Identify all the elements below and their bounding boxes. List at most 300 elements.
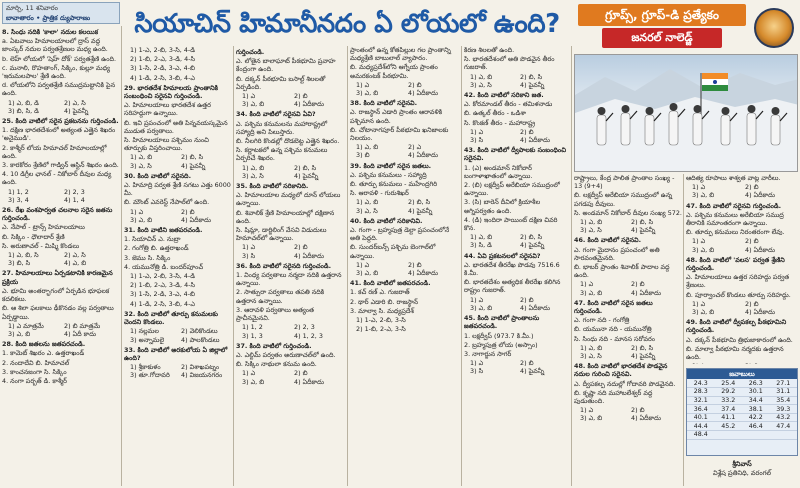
statement-text: బి. ఆ శిలా ఫలకాలు ఢీకొనడం వల్ల పర్వతాలు ఏర్పడ్డాయి. [2,304,114,321]
option-text: 2) ఎ, సి [64,251,86,260]
statement-text: 1. కచ్ రణ్ ఎ. గుజరాత్ [350,288,410,297]
statement-text: ఎ. భారతదేశ తీరరేఖ పొడవు 7516.6 కి.మీ. [464,260,560,278]
statement-text: d. లోయలోని పర్వతశ్రేణి సముద్రమట్టానికి పైన ఉంది. [2,81,116,98]
question-text: 38. కింది వాటిలో సరైనవి. [350,99,418,108]
answer-options [2,251,120,259]
option-text: 2) బి [408,260,422,269]
option-text: 1) ఎ, బి [580,218,603,227]
statement-text: బి. పూర్వాంచల్ కొండలు తూర్పు సరిహద్దు. [686,290,791,299]
statement-text: కిరణ శిలలతో ఉంది. [464,46,515,54]
question-text: 41. కింది వాటిలో జతపరచండి. [350,279,431,288]
statement-text: బి. ఉత్కల్ తీరం - ఒడిశా [464,109,526,118]
answer-options [236,172,346,180]
option-text: 1) ఎ, బి, సి [8,251,39,260]
statement-text: 2. (బి) లక్షద్వీప్ అరేబియా సముద్రంలో ఉన్నాయి. [464,181,560,198]
option-text: 1) ఎ [470,295,484,304]
statement-text: 3. జెము సి. సిక్కిం [124,253,171,262]
question-text: 39. కింది వాటిలో సరైన జతలు. [350,161,432,170]
statement-text: సి. అరుణాచల్ - మిష్మి కొండలు [2,241,80,250]
answer-options [350,89,460,97]
statement-text: 3. కాంచనజంగా సి. సిక్కిం [2,367,67,376]
answer-options [464,73,570,81]
answer-options [464,296,570,304]
column-divider [571,46,572,486]
answer-options [236,252,346,260]
option-text: 1) ఎ [242,369,256,378]
answer-options [464,241,570,249]
question-text: 26. రేఖ వంశపార్వత చలనాల సరైన జతను గుర్తించండి. [2,206,113,223]
text-column-4 [350,46,460,486]
option-text: 4) ఏదీకాదు [181,215,211,224]
option-text: 3) ఎ, సి [580,226,602,235]
option-text: 2) బి, సి [631,343,654,352]
question-text: 30. కింది వాటిలో సరైనది. [124,171,191,180]
answer-options [236,332,346,340]
answer-options [464,136,570,144]
option-text: 1) 1, 2 [8,187,29,196]
option-text: 4) ఏదీకాదు [745,245,775,254]
option-text: 2) బి [294,369,308,378]
option-text: 3) ఎ, బి [356,89,379,98]
statement-text: బి. ఇవి ప్రపంచంలో అతి పిన్నవయస్కమైన ముడుత పర్వతాలు. [124,118,228,135]
answer-options [350,143,460,151]
statement-text: ఎ. ఎల్టిమ్ పర్వతం అరుణాచల్‌లో ఉంది. [236,350,336,359]
answer-cell: 31.1 [770,388,798,397]
answer-cell: 48.4 [687,431,715,440]
answer-options [236,164,346,172]
question-text: 47. కింది వాటిలో సరైన జతలు గుర్తించండి. [574,298,653,316]
statement-text: ఎ. ద్వీపకల్ప నదుల్లో గోదావరి పొడవైనది. [574,379,676,388]
answer-options [124,363,232,371]
answer-cell [742,431,770,440]
option-text: 4) 1-డి, 2-సి, 3-బి, 4-ఎ [130,299,195,308]
statement-text: 3. మాల్వా సి. మధ్యప్రదేశ్ [350,306,414,315]
statement-text: ఎ. గంగా - బ్రహ్మపుత్ర డెల్టా ప్రపంచంలోనే అతి పెద్దది. [350,226,450,243]
option-text: 1) ఎ [692,183,706,192]
option-text: 1) ఎ, బి [130,153,153,162]
answer-options [2,259,120,267]
option-text: 2) 2, 3 [64,187,85,196]
statement-text: 1. (ఎ) అండమాన్ నికోబార్ బంగాళాఖాతంలో ఉన్నాయి. [464,163,533,180]
statement-text: ఎ. దక్కన్ పీఠభూమి త్రిభుజాకారంలో ఉంది. [686,335,793,344]
column-divider [683,174,684,486]
statement-text: ఎ. హిమాలయాలు ఉత్తర సరిహద్దు పర్వత శ్రేణులు. [686,273,790,290]
statement-text: ఎ. హిమాలయాల మధ్యలో దూన్ లోయలు ఉన్నాయి. [236,191,341,208]
statement-text: 2. థార్ ఎడారి బి. రాజస్థాన్ [350,297,418,306]
statement-text: ఆదిత్య రూపాలు శాశ్వత వాట్ల వారీలు. [686,174,781,182]
option-text: 4) ఏదీకాదు [408,269,438,278]
answer-options [2,188,120,196]
statement-text: 1. దక్షిణ భారతదేశంలో అత్యంత ఎత్తైన శిఖరం 'అనైముడి'. [2,126,116,143]
option-text: 3) ఎ, బి [692,245,715,254]
option-text: 1) ఎ [470,359,484,368]
option-text: 3) ఎ, సి [130,161,152,170]
answer-cell: 47.4 [770,422,798,431]
option-text: 2) బి, సి [520,72,543,81]
option-text: 4) ఏదీకాదు [631,414,661,423]
question-text: 32. కింది వాటిలో తూర్పు కనుమలకు చెందని కొండలు. [124,309,218,327]
option-text: 2) బి [520,359,534,368]
answer-options [2,107,120,115]
option-text: 2) బి [520,127,534,136]
option-text: 2) బి [520,295,534,304]
option-text: 1) ఎ [130,207,144,216]
option-text: 1) ఎ, బి [356,198,379,207]
option-text: 1) 1-ఎ, 2-బి, 3-సి, 4-డి [130,46,195,54]
answer-cell: 32.1 [687,396,715,405]
question-text: 25. కింది వాటిలో సరైన ప్రకటనను గుర్తించండి. [2,117,119,126]
option-text: 1) ఎ, బి [470,233,493,242]
statement-text: a. ఏటవాలు హిమాలయాలలో ద్రాస్ వద్ద జాంస్కర్ నదుల పర్వతశ్రేణుల మధ్య ఉంది. [2,37,108,54]
answer-options [124,327,232,335]
answer-cell: 38.1 [742,405,770,414]
column-divider [233,46,234,486]
option-text: 3) 1-సి, 2-డి, 3-ఎ, 4-బి [130,64,195,73]
answer-row [687,379,797,388]
option-text: 3) ఎ, బి [580,288,603,297]
answer-options [236,92,346,100]
answer-cell: 42.2 [742,413,770,422]
statement-text: ప్రాంతంలో ఉన్న కోతపిల్లుల గల ప్రాంతాన్ని మధ్యశ్రేణి బాబులాల్ వ్యాపారం. [350,46,451,63]
option-text: 2) బి [631,406,645,415]
answer-options [574,218,682,226]
statement-text: సి. హిమాలయాలు పశ్చిమం నుంచి తూర్పుకు విస్తరించాయి. [124,136,209,153]
option-text: 2) బి [181,207,195,216]
option-text: 4) పైవన్నీ [408,206,433,215]
question-text: 45. కింది వాటిలో ప్రాంతాలను జతపరచండి. [464,314,540,331]
answer-cell: 28.3 [687,388,715,397]
statement-text: 1. కామెట్ శిఖరం ఎ. ఉత్తరాఖండ్ [2,349,85,358]
option-text: 4) ఏదీ కాదు [64,329,96,338]
question-text: 28. కింది జతలను జతపరచండి. [2,340,86,349]
answer-cell: 27.1 [770,379,798,388]
option-text: 3) సి, డి [470,241,492,250]
answer-options [124,336,232,344]
text-column-1 [2,26,120,486]
option-text: 4) ఏదీకాదు [745,191,775,200]
option-text: 2) బి [408,80,422,89]
statement-text: సి. ఆరావళి - గురుశిఖర్ [350,189,409,198]
option-text: 3) ఎ, బి [692,191,715,200]
statement-text: ఎ. పశ్చిమ కనుమలు - సహ్యాద్రి [350,170,427,179]
option-text: 3) అన్నామలై [130,335,164,344]
answer-options [464,359,570,367]
option-text: 4) ఏదీకాదు [408,151,438,160]
answer-options [686,183,798,191]
option-text: 3) బి, సి, డి [8,106,39,115]
question-text: 46. కింది వాటిలో సరైనవి. [574,236,642,245]
text-column-6 [574,174,682,486]
statement-text: 4. నంగా పర్బత్ డి. కాశ్మీర్ [2,376,67,385]
statement-text: సి. భారతదేశంలో అతి పొడవైన తీరం గుజరాత్. [464,55,555,72]
statement-text: సి. సింధు నది - మానస సరోవరం [574,334,656,343]
option-text: 4) ఏదీకాదు [294,100,324,109]
issue-date: మార్చి, 11 శనివారం [6,4,58,12]
answer-cell: 30.1 [742,388,770,397]
question-text: 49. కింది వాటిలో ద్వీపకల్ప పీఠభూమిని గుర్తించండి. [686,318,787,335]
option-text: 1) 1-ఎ, 2-బి, 3-సి, 4-డి [130,272,195,281]
answer-options [236,323,346,331]
answer-options [686,191,798,199]
answer-cell: 36.4 [687,405,715,414]
option-text: 2) బి, సి [408,198,431,207]
option-text: 4) పైవన్నీ [520,80,545,89]
option-text: 3) ఎ, బి [242,377,265,386]
question-text: 40. కింది వాటిలో సరికానివి. [350,216,423,225]
option-text: 1) ఎ [692,237,706,246]
option-text: 4) విజయనగరం [181,371,223,380]
answer-options [236,100,346,108]
question-text: 48. కింది వాటిలో 'వలస' పర్వత శ్రేణిని గుర్తించండి. [686,255,785,273]
photo-illustration [575,55,798,172]
statement-text: బి. నీలగిరి కొండల్లో దొడబెట్ట ఎత్తైన శిఖరం. [236,137,340,146]
statement-text: బి. మధ్యప్రదేశ్‌లోని ఆగ్నేయ ప్రాంతం అమరకంటక్ పీఠభూమి. [350,63,438,80]
question-text: 37. కింది వాటిలో గుర్తించండి. [236,341,312,350]
answer-options [236,369,346,377]
option-text: 3) ఎ, బి [130,215,153,224]
option-text: 2) బి [631,280,645,289]
statement-text: ఎ. గంగా నది - గంగోత్రి [574,316,630,325]
page-headline: సియాచిన్ హిమానీనదం ఏ లోయలో ఉంది? [134,9,560,39]
option-text: 1) ఎ, బి [580,343,603,352]
answer-options [350,261,460,269]
option-text: 2) బి, సి [181,153,204,162]
option-text: 2) బి [745,183,759,192]
option-text: 3) 3, 4 [8,195,29,204]
option-text: 3) ఎ, బి [692,308,715,317]
option-text: 2) బి [294,92,308,101]
answer-row [687,422,797,431]
answer-options [686,237,798,245]
option-text: 2) బి, సి [294,163,317,172]
answer-options [350,198,460,206]
answer-options [350,269,460,277]
statement-text: బి. దక్కన్ పీఠభూమి బసాల్ట్ శిలలతో ఏర్పడింది. [236,74,326,91]
statement-text: బి. యమునా నది - యమునోత్రి [574,325,652,334]
statement-text: ఎ. రాజస్థాన్ ఎడారి ప్రాంతం ఆరావళికి పశ్చిమాన ఉంది. [350,108,443,125]
answer-row [687,431,797,440]
answer-options [124,371,232,379]
option-text: 3) ఎ, బి [580,414,603,423]
option-text: 4) 1, 2, 3 [294,331,323,340]
option-text: 3) ఎ, బి [470,303,493,312]
answer-options [464,128,570,136]
answer-cell: 44.4 [687,422,715,431]
option-text: 2) 1-బి, 2-ఎ, 3-డి, 4-సి [130,55,195,64]
answer-options [574,289,682,297]
option-text: 1) 1, 2 [242,323,263,332]
statement-text: ఎ. లోతైన బాలాఘాట్ పీఠభూమి ప్రవాహ కేంద్రంగా ఉంది. [236,57,336,74]
option-text: 1) ఎ [242,92,256,101]
option-text: 2) 2, 3 [294,323,315,332]
column-divider [461,46,462,486]
option-text: 2) ఎ [408,143,422,152]
answer-options [124,162,232,170]
statement-text: 1. వింధ్య పర్వతాలు నర్మదా నదికి ఉత్తరాన ఉన్నాయి. [236,271,342,288]
option-text: 2) బి మాత్రమే [64,321,101,330]
option-text: 4) పైవన్నీ [181,161,206,170]
statement-text: బి. భాబర్ ప్రాంతం శివాలిక్ పాదాల వద్ద ఉంది. [574,263,670,280]
answer-cell: 43.2 [770,413,798,422]
statement-text: బి. సిక్కిం నాథులా కనుమ ఉంది. [236,360,317,369]
option-text: 3) 1, 3 [242,331,263,340]
option-text: 3) బి [356,151,370,160]
answer-key-box [686,368,798,456]
option-text: 1) ఎ [692,299,706,308]
option-text: 2) వెలికొండలు [181,327,218,336]
answer-cell: 37.4 [715,405,743,414]
question-text: గుర్తించండి. [236,48,265,56]
option-text: 4) ఏదీకాదు [408,89,438,98]
answer-options [464,304,570,312]
author-name: శ్రీనివాస్ [732,460,752,468]
statement-text: బి. శివాలిక్ శ్రేణి హిమాలయాల్లో దక్షిణాన ఉంది. [236,208,335,225]
option-text: 3) ఎ, బి [356,269,379,278]
answer-options [2,330,120,338]
answer-options [464,233,570,241]
option-text: 3) ఎ, బి [242,100,265,109]
answer-options [464,367,570,375]
answer-cell [715,431,743,440]
option-text: 4) పాలకొండలు [181,335,220,344]
statement-text: సి. అండమాన్ నికోబార్ దీవుల సంఖ్య 572. [574,208,682,217]
answer-cell: 25.4 [715,379,743,388]
option-text: 3) ఎ, సి [580,352,602,361]
option-text: 3) సి [470,367,484,376]
answer-row [687,396,797,405]
statement-text: 2. గంగోత్రి బి. ఉత్తరాఖండ్ [124,244,189,253]
statement-text: బి. తూర్పు కనుమలు - మహేంద్రగిరి [350,180,438,189]
option-text: 4) ఏదీకాదు [520,136,550,145]
question-text: 8. సింధు నదికి 'కాలా' నదుల కలయిక [2,28,99,36]
text-column-2 [124,46,232,486]
answer-row [687,405,797,414]
answer-cell: 24.3 [687,379,715,388]
option-text: 4) ఏదీకాదు [520,303,550,312]
option-text: 1) ఎ, బి [356,143,379,152]
statement-text: ఎ. హిమాద్రి పర్వత శ్రేణి సగటు ఎత్తు 6000 మీ. [124,181,231,198]
answer-options [124,216,232,224]
answer-options [350,81,460,89]
answer-cell: 26.3 [742,379,770,388]
option-text: 2) బి, సి [631,218,654,227]
option-text: 4) ఏదీకాదు [745,308,775,317]
section-banner [574,2,798,52]
question-text: 35. కింది వాటిలో సరికానిది. [236,182,309,191]
statement-text: ఎ. హిమాలయాలు భారతదేశ ఉత్తర సరిహద్దుగా ఉన్నాయి. [124,101,211,118]
statement-text: బి. భారతదేశం అత్యధిక తీరరేఖ కలిగిన రాష్ట్రం గుజరాత్. [464,278,561,295]
option-text: 3) 1-సి, 2-డి, 3-ఎ, 4-బి [130,290,195,299]
statement-text: బి. సుందర్‌బన్స్ పశ్చిమ బెంగాల్‌లో ఉన్నాయి. [350,243,436,260]
text-column-7 [686,174,798,364]
option-text: 2) బి [294,243,308,252]
answer-options [124,153,232,161]
option-text: 1) ఎ [242,243,256,252]
statement-text: 4. యమునోత్రి డి. బందర్‌పూంచ్ [124,262,204,271]
statement-text: బి. చోటానాగపూర్ పీఠభూమి ఖనిజాలకు నిలయం. [350,125,449,143]
option-text: 1) ఎ, బి, డి [8,98,39,107]
answer-options [574,414,682,422]
emblem-icon [754,8,794,48]
answer-options [2,99,120,107]
answer-key-table [687,379,797,440]
statement-text: బి. కృష్ణా నది మహాబలేశ్వర్ వద్ద పుడుతుంది. [574,388,653,406]
answer-cell: 45.2 [715,422,743,431]
option-text: 2) 1-బి, 2-ఎ, 3-డి, 4-సి [130,281,195,290]
statement-text: రాష్ట్రాలు, కేంద్ర పాలిత ప్రాంతాల సంఖ్య - 13 (9+4) [574,174,675,191]
statement-text: 3. నాగార్జున సాగర్ [464,349,512,358]
option-text: 1) శ్రీకాకుళం [130,363,161,372]
option-text [745,362,798,364]
banner-title: గ్రూప్స్, గ్రూప్-డి ప్రత్యేకం [578,4,746,26]
answer-cell: 41.1 [715,413,743,422]
statement-text: 4. (డి) ఇందిరా పాయింట్ దక్షిణ చివరి కొన. [464,215,558,233]
question-text: 34. కింది వాటిలో సరైనవి ఏవి? [236,110,316,119]
answer-options [574,280,682,288]
question-text: 29. భారతదేశ హిమాలయ ప్రాంతానికి సంబంధించి సరైనవి గుర్తించండి. [124,83,218,101]
option-text: 2) బి [745,299,759,308]
option-text: 1) ఎ [470,127,484,136]
answer-options [574,226,682,234]
answer-options [574,352,682,360]
answer-options [350,207,460,215]
statement-text: ఎ. కోరమాండల్ తీరం - తమిళనాడు [464,100,553,109]
statement-text: సి. షిమ్లా, డార్జిలింగ్ వేసవి విడుదులు హిమాచల్‌లో ఉన్నాయి. [236,226,327,243]
statement-text: 2. సాత్పురా పర్వతాలు తపతి నదికి ఉత్తరాన ఉన్నాయి. [236,288,325,305]
option-text: 4) ఏదీకాదు [631,288,661,297]
option-text: 4) ఏదీకాదు [294,377,324,386]
option-text: 3) బి, సి [8,259,31,268]
statement-text: 3. (సి) బారెన్ దీవిలో క్రియాశీల అగ్నిపర్వతం ఉంది. [464,198,541,215]
option-text: 4) పైవన్నీ [631,352,656,361]
option-text: 1) ఎ మాత్రమే [8,321,44,330]
option-text: 1) ఎ, బి [242,163,265,172]
option-text: 4) పైవన్నీ [520,367,545,376]
option-text: 1) 1-ఎ, 2-బి, 3-సి [356,316,406,325]
answer-cell: 34.4 [742,396,770,405]
statement-text: ఎ. పశ్చిమ కనుమలు అరేబియా సముద్ర తీరానికి సమాంతరంగా ఉన్నాయి. [686,210,784,228]
option-text: 4) ఎ, బి [64,259,87,268]
answer-options [2,196,120,204]
option-text: 3) ఎ, సి [470,80,492,89]
option-text: 2) ఎ, సి [64,98,86,107]
option-text: 1) ఎ [580,280,594,289]
statement-text: 4. 10 డిగ్రీల ఛానల్ - నికోబార్ దీవుల మధ్య ఉంది. [2,170,112,187]
date-strip [2,2,120,24]
option-text: 2) విశాఖపట్నం [181,363,220,372]
option-text: 3) తూ.గోదావరి [130,371,170,380]
answer-cell [770,431,798,440]
statement-text: బి. లక్షద్వీప్ అరేబియా సముద్రంలో ఉన్న పగడపు దీవులు. [574,191,673,208]
question-text: 44. ఏవి ప్రకటనలలో సరైనవి? [464,251,541,260]
banner-subtitle: జనరల్ నాలెడ్జ్ [602,28,722,48]
question-text: 43. కింది వాటిలో ద్వీపాలకు సంబంధించి సరైనవి. [464,146,566,163]
statement-text: 3. ఆరావళి పర్వతాలు అత్యంత ప్రాచీనమైనవి. [236,305,314,323]
option-text: 1) ఎ [580,406,594,415]
question-text: 42. కింది వాటిలో సరికాని జత. [464,91,544,100]
statement-text: బి. సిక్కిం - ధౌలాదార్ శ్రేణి [2,232,65,241]
option-text: 3) ఎ, సి [356,206,378,215]
statement-text: ఎ. నేపాల్ - ట్రాన్స్ హిమాలయాలు [2,223,85,232]
answer-options [350,151,460,159]
author-role: విశ్లేష ప్రతినిధి, వరంగల్ [712,469,772,477]
option-text: 1) ఎ, బి [470,72,493,81]
option-text: 4) పైవన్నీ [520,241,545,250]
statement-text: 2. కాశ్మీర్ లోయ హిమాచల్ హిమాలయాల్లో ఉంది. [2,143,107,160]
answer-options [124,208,232,216]
answer-cell: 40.1 [687,413,715,422]
option-text: 1) ఎ [356,80,370,89]
